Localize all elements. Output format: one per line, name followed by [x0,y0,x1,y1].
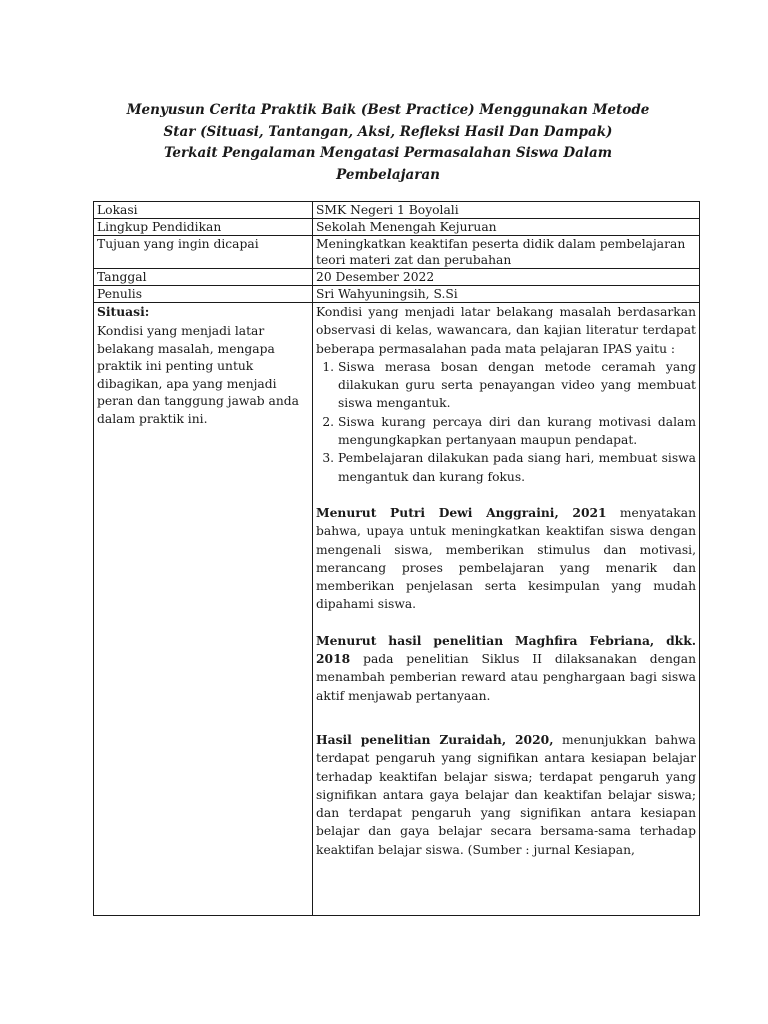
value-tanggal: 20 Desember 2022 [313,269,700,286]
paragraph-febriana [316,632,696,705]
label-tujuan: Tujuan yang ingin dicapai [94,236,313,269]
value-lokasi: SMK Negeri 1 Boyolali [313,202,700,219]
table-row [94,219,700,236]
list-item: 3. Pembelajaran dilakukan pada siang hari, membuat siswa mengantuk dan kurang fokus. [338,449,696,486]
citation-text: menyatakan bahwa, upaya untuk meningkatkan keaktifan siswa dengan mengenali siswa, memberikan stimulus dan motivasi, merancang proses pembelajaran yang menarik dan memberikan penjelasan serta kesimpulan yang mudah dipahami siswa. [316,505,696,612]
title-line-1: Menyusun Cerita Praktik Baik (Best Practice) Menggunakan Metode [126,102,650,118]
list-item: 1. Siswa merasa bosan dengan metode ceramah yang dilakukan guru serta penayangan video yang membuat siswa mengantuk. [338,358,696,413]
value-tujuan: Meningkatkan keaktifan peserta didik dalam pembelajaran teori materi zat dan perubahan [313,236,700,269]
situasi-content [316,303,696,915]
situasi-content-cell [313,303,700,916]
citation-author: Hasil penelitian Zuraidah, 2020, [316,731,554,747]
table-row [94,286,700,303]
problem-list [316,358,696,486]
paragraph-anggraini [316,504,696,614]
info-table [93,201,700,916]
citation-author: Menurut hasil penelitian Maghfira Febriana, dkk. 2018 [316,632,696,667]
table-row [94,202,700,219]
citation-author: Menurut Putri Dewi Anggraini, 2021 [316,504,607,520]
value-penulis: Sri Wahyuningsih, S.Si [313,286,700,303]
table-row-situasi [94,303,700,916]
citation-text: menunjukkan bahwa terdapat pengaruh yang signifikan antara kesiapan belajar terhadap keaktifan belajar siswa; terdapat pengaruh yang signifikan antara gaya belajar dan keaktifan belajar siswa; dan terdapat pengaruh yang signifikan antara kesiapan belajar dan gaya belajar secara bersama-sama terhadap keaktifan belajar siswa. (Sumber : jurnal Kesiapan, [316,732,696,857]
title-line-4: Pembelajaran [336,166,440,183]
label-lokasi: Lokasi [94,202,313,219]
situasi-label-cell [94,303,313,916]
title-line-3: Terkait Pengalaman Mengatasi Permasalahan Siswa Dalam [163,145,613,161]
list-item: 2. Siswa kurang percaya diri dan kurang motivasi dalam mengungkapkan pertanyaan maupun pendapat. [338,413,696,450]
situasi-heading: Situasi: [97,304,150,319]
situasi-description: Kondisi yang menjadi latar belakang masalah, mengapa praktik ini penting untuk dibagikan, apa yang menjadi peran dan tanggung jawab anda dalam praktik ini. [97,324,300,426]
table-row [94,236,700,269]
citation-text: pada penelitian Siklus II dilaksanakan dengan menambah pemberian reward atau penghargaan bagi siswa aktif menjawab pertanyaan. [316,652,696,703]
label-tanggal: Tanggal [94,269,313,286]
label-penulis: Penulis [94,286,313,303]
table-row [94,269,700,286]
paragraph-zuraidah [316,731,696,859]
document-title [96,100,680,186]
situasi-intro: Kondisi yang menjadi latar belakang masalah berdasarkan observasi di kelas, wawancara, dan kajian literatur terdapat beberapa permasalahan pada mata pelajaran IPAS yaitu : [316,305,696,356]
value-lingkup: Sekolah Menengah Kejuruan [313,219,700,236]
title-line-2: Star (Situasi, Tantangan, Aksi, Refleksi Hasil Dan Dampak) [163,123,613,140]
label-lingkup: Lingkup Pendidikan [94,219,313,236]
